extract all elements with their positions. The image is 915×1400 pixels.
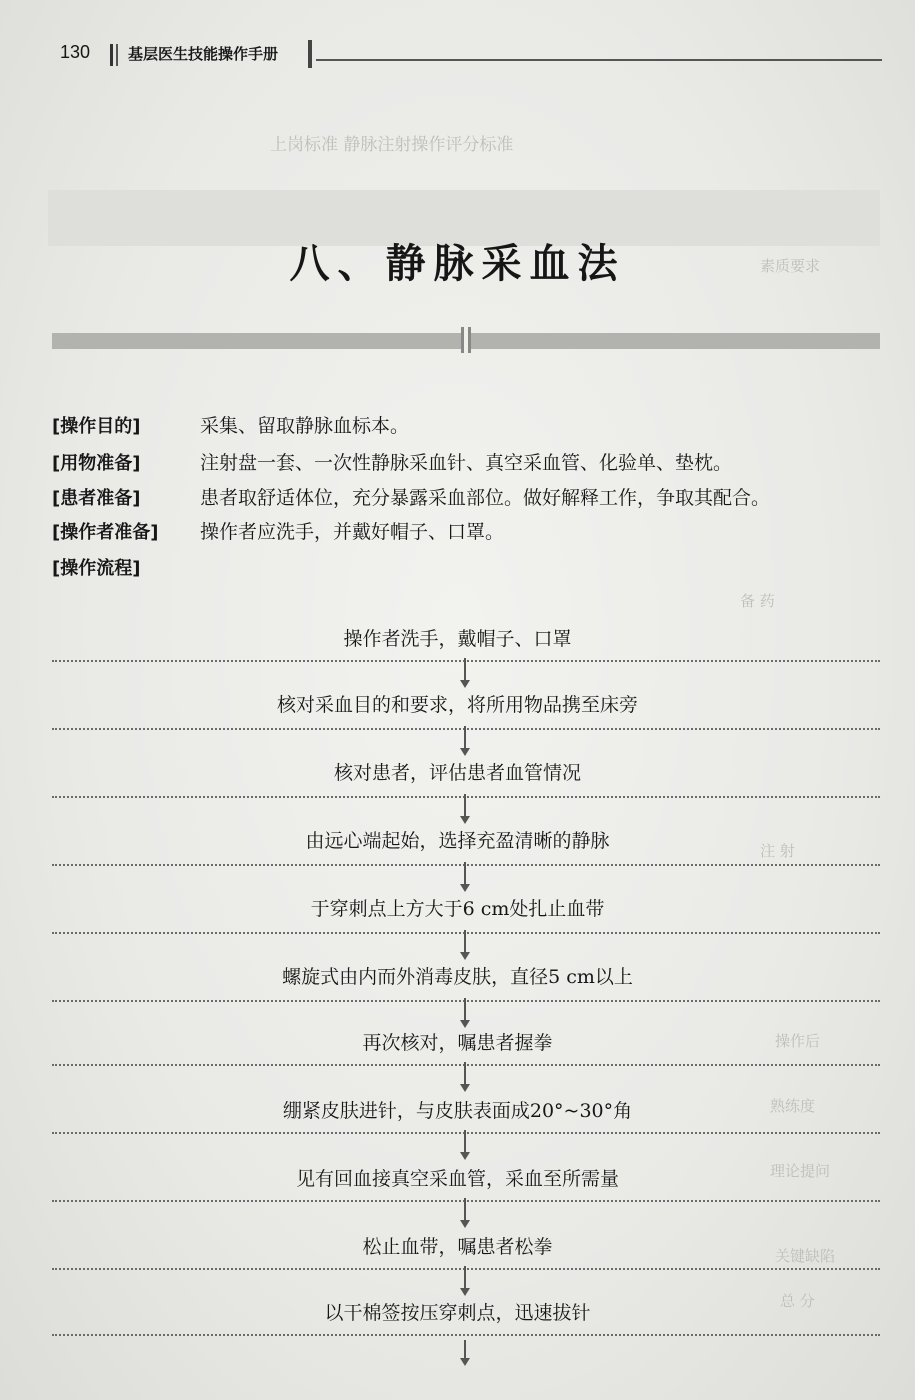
info-label: [操作者准备] bbox=[52, 522, 159, 543]
info-text: 操作者应洗手，并戴好帽子、口罩。 bbox=[200, 521, 505, 543]
flow-arrow bbox=[462, 998, 468, 1028]
flow-arrow bbox=[462, 658, 468, 688]
info-label: [操作目的] bbox=[52, 416, 141, 437]
flow-step: 核对采血目的和要求，将所用物品携至床旁 bbox=[276, 694, 638, 716]
section-title: 八、静脉采血法 bbox=[289, 241, 626, 287]
info-row-supplies bbox=[52, 449, 732, 478]
bleed-through-text: 上岗标准 静脉注射操作评分标准 bbox=[270, 135, 514, 155]
flow-step: 见有回血接真空采血管，采血至所需量 bbox=[295, 1168, 619, 1190]
bleed-through-text: 熟练度 bbox=[770, 1097, 816, 1115]
header-divider bbox=[116, 44, 118, 66]
bleed-through-text: 总 分 bbox=[780, 1292, 815, 1310]
flow-step: 以干棉签按压穿刺点，迅速拔针 bbox=[324, 1302, 591, 1324]
bleed-through-text: 关键缺陷 bbox=[775, 1247, 836, 1265]
flow-step: 再次核对，嘱患者握拳 bbox=[362, 1032, 553, 1054]
info-row-purpose bbox=[52, 412, 409, 441]
flow-step: 绷紧皮肤进针，与皮肤表面成20°~30°角 bbox=[282, 1100, 633, 1122]
info-text: 注射盘一套、一次性静脉采血针、真空采血管、化验单、垫枕。 bbox=[200, 452, 733, 474]
bleed-through-text: 操作后 bbox=[775, 1032, 821, 1050]
flow-arrow bbox=[462, 1266, 468, 1296]
flow-step: 操作者洗手，戴帽子、口罩 bbox=[343, 628, 572, 650]
info-label: [操作流程] bbox=[52, 558, 141, 579]
flow-arrow bbox=[462, 794, 468, 824]
bleed-through-text: 备 药 bbox=[740, 592, 775, 610]
bleed-through-text: 注 射 bbox=[760, 842, 795, 860]
flow-arrow bbox=[462, 1062, 468, 1092]
info-label: [患者准备] bbox=[52, 488, 141, 509]
title-rule-notch bbox=[461, 327, 471, 353]
flow-step: 螺旋式由内而外消毒皮肤，直径5 cm以上 bbox=[282, 966, 633, 988]
info-text: 采集、留取静脉血标本。 bbox=[200, 415, 410, 437]
title-rule bbox=[52, 333, 880, 349]
flow-step: 由远心端起始，选择充盈清晰的静脉 bbox=[305, 830, 610, 852]
book-title: 基层医生技能操作手册 bbox=[128, 45, 279, 63]
info-row-operator bbox=[52, 518, 504, 547]
flow-arrow bbox=[462, 930, 468, 960]
page-number: 130 bbox=[60, 42, 91, 62]
bleed-through-text: 理论提问 bbox=[770, 1162, 831, 1180]
flow-divider bbox=[52, 1334, 880, 1336]
flow-arrow bbox=[462, 726, 468, 756]
flow-step: 核对患者，评估患者血管情况 bbox=[333, 762, 581, 784]
info-label: [用物准备] bbox=[52, 453, 141, 474]
page-header bbox=[60, 40, 882, 70]
flow-arrow bbox=[462, 1130, 468, 1160]
header-rule bbox=[316, 59, 882, 61]
flow-arrow bbox=[462, 1340, 468, 1366]
flow-arrow bbox=[462, 1198, 468, 1228]
info-row-patient bbox=[52, 484, 770, 513]
flow-step: 松止血带，嘱患者松拳 bbox=[362, 1236, 553, 1258]
info-text: 患者取舒适体位，充分暴露采血部位。做好解释工作，争取其配合。 bbox=[200, 487, 771, 509]
bleed-through-text: 素质要求 bbox=[760, 257, 821, 275]
header-divider bbox=[308, 40, 312, 68]
header-divider bbox=[110, 44, 113, 66]
flow-step: 于穿刺点上方大于6 cm处扎止血带 bbox=[310, 898, 605, 920]
flow-arrow bbox=[462, 862, 468, 892]
info-row-procedure bbox=[52, 554, 200, 583]
